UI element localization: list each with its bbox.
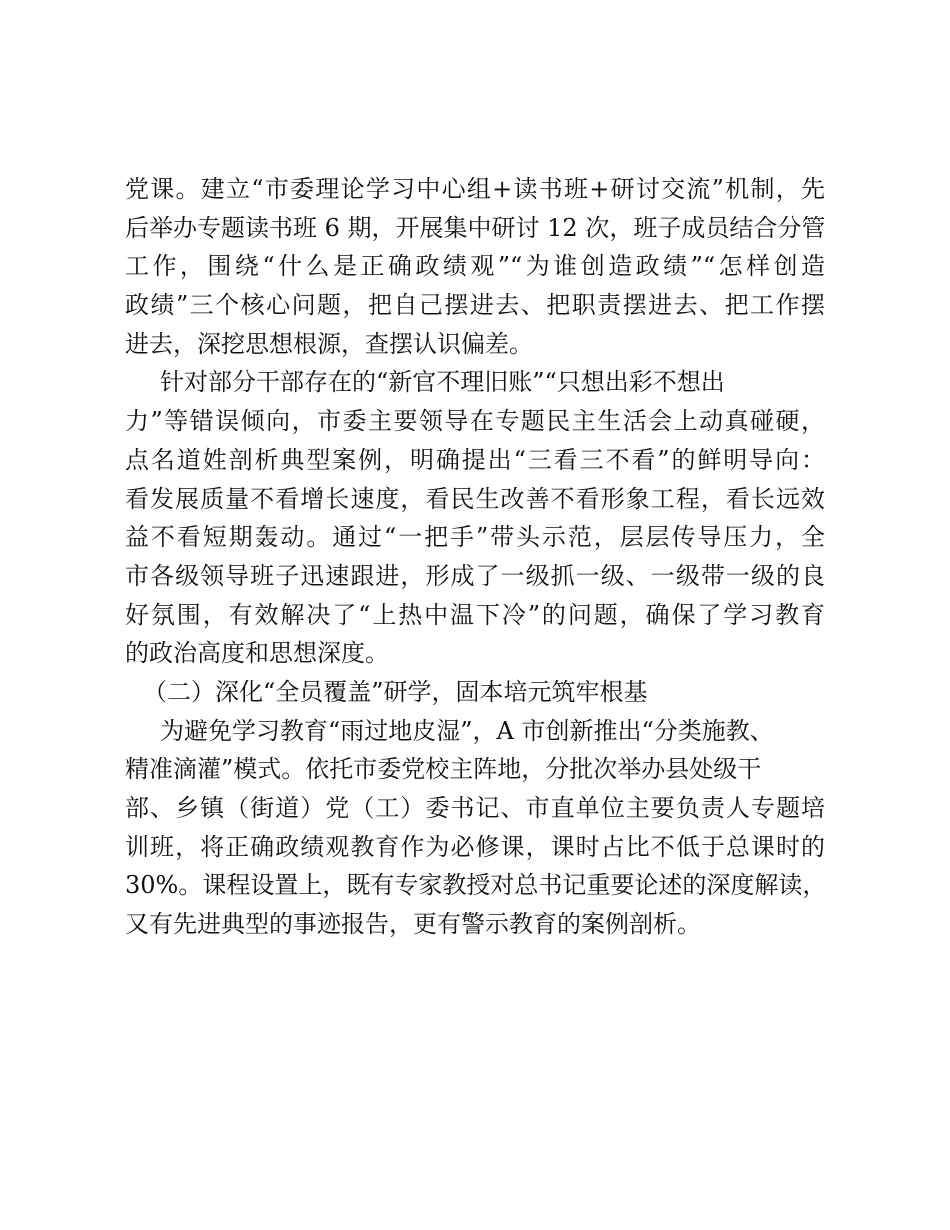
text-line: 部、乡镇（街道）党（工）委书记、市直单位主要负责人专题培: [125, 794, 825, 822]
document-body: [125, 170, 825, 944]
text-line: 政绩”三个核心问题，把自己摆进去、把职责摆进去、把工作摆: [125, 291, 825, 320]
text-line: 市各级领导班子迅速跟进，形成了一级抓一级、一级带一级的良: [125, 561, 825, 590]
text-line: 好氛围，有效解决了“上热中温下冷”的问题，确保了学习教育: [125, 600, 825, 629]
text-line: 精准滴灌”模式。依托市委党校主阵地，分批次举办县处级干: [125, 755, 762, 784]
text-line: 30%。课程设置上，既有专家教授对总书记重要论述的深度解读，: [125, 871, 827, 900]
text-line: 后举办专题读书班 6 期，开展集中研讨 12 次，班子成员结合分管: [125, 213, 826, 242]
text-line: 看发展质量不看增长速度，看民生改善不看形象工程，看长远效: [125, 484, 825, 513]
text-line: 又有先进典型的事迹报告，更有警示教育的案例剖析。: [125, 910, 701, 939]
text-line: 力”等错误倾向，市委主要领导在专题民主生活会上动真碰硬，: [125, 407, 825, 436]
text-line: 点名道姓剖析典型案例，明确提出“三看三不看”的鲜明导向：: [125, 445, 825, 474]
text-line: 训班，将正确政绩观教育作为必修课，课时占比不低于总课时的: [125, 832, 825, 861]
text-line: 的政治高度和思想深度。: [125, 639, 389, 668]
text-line: 党课。建立“市委理论学习中心组+读书班+研讨交流”机制，先: [125, 175, 825, 203]
text-line: 工作，围绕“什么是正确政绩观”“为谁创造政绩”“怎样创造: [125, 252, 825, 281]
text-line: 为避免学习教育“雨过地皮湿”，A 市创新推出“分类施教、: [160, 716, 774, 745]
section-heading: （二）深化“全员覆盖”研学，固本培元筑牢根基: [143, 677, 648, 706]
text-line: 进去，深挖思想根源，查摆认识偏差。: [125, 329, 533, 358]
text-line: 益不看短期轰动。通过“一把手”带头示范，层层传导压力，全: [125, 523, 825, 552]
text-line: 针对部分干部存在的“新官不理旧账”“只想出彩不想出: [160, 368, 725, 397]
